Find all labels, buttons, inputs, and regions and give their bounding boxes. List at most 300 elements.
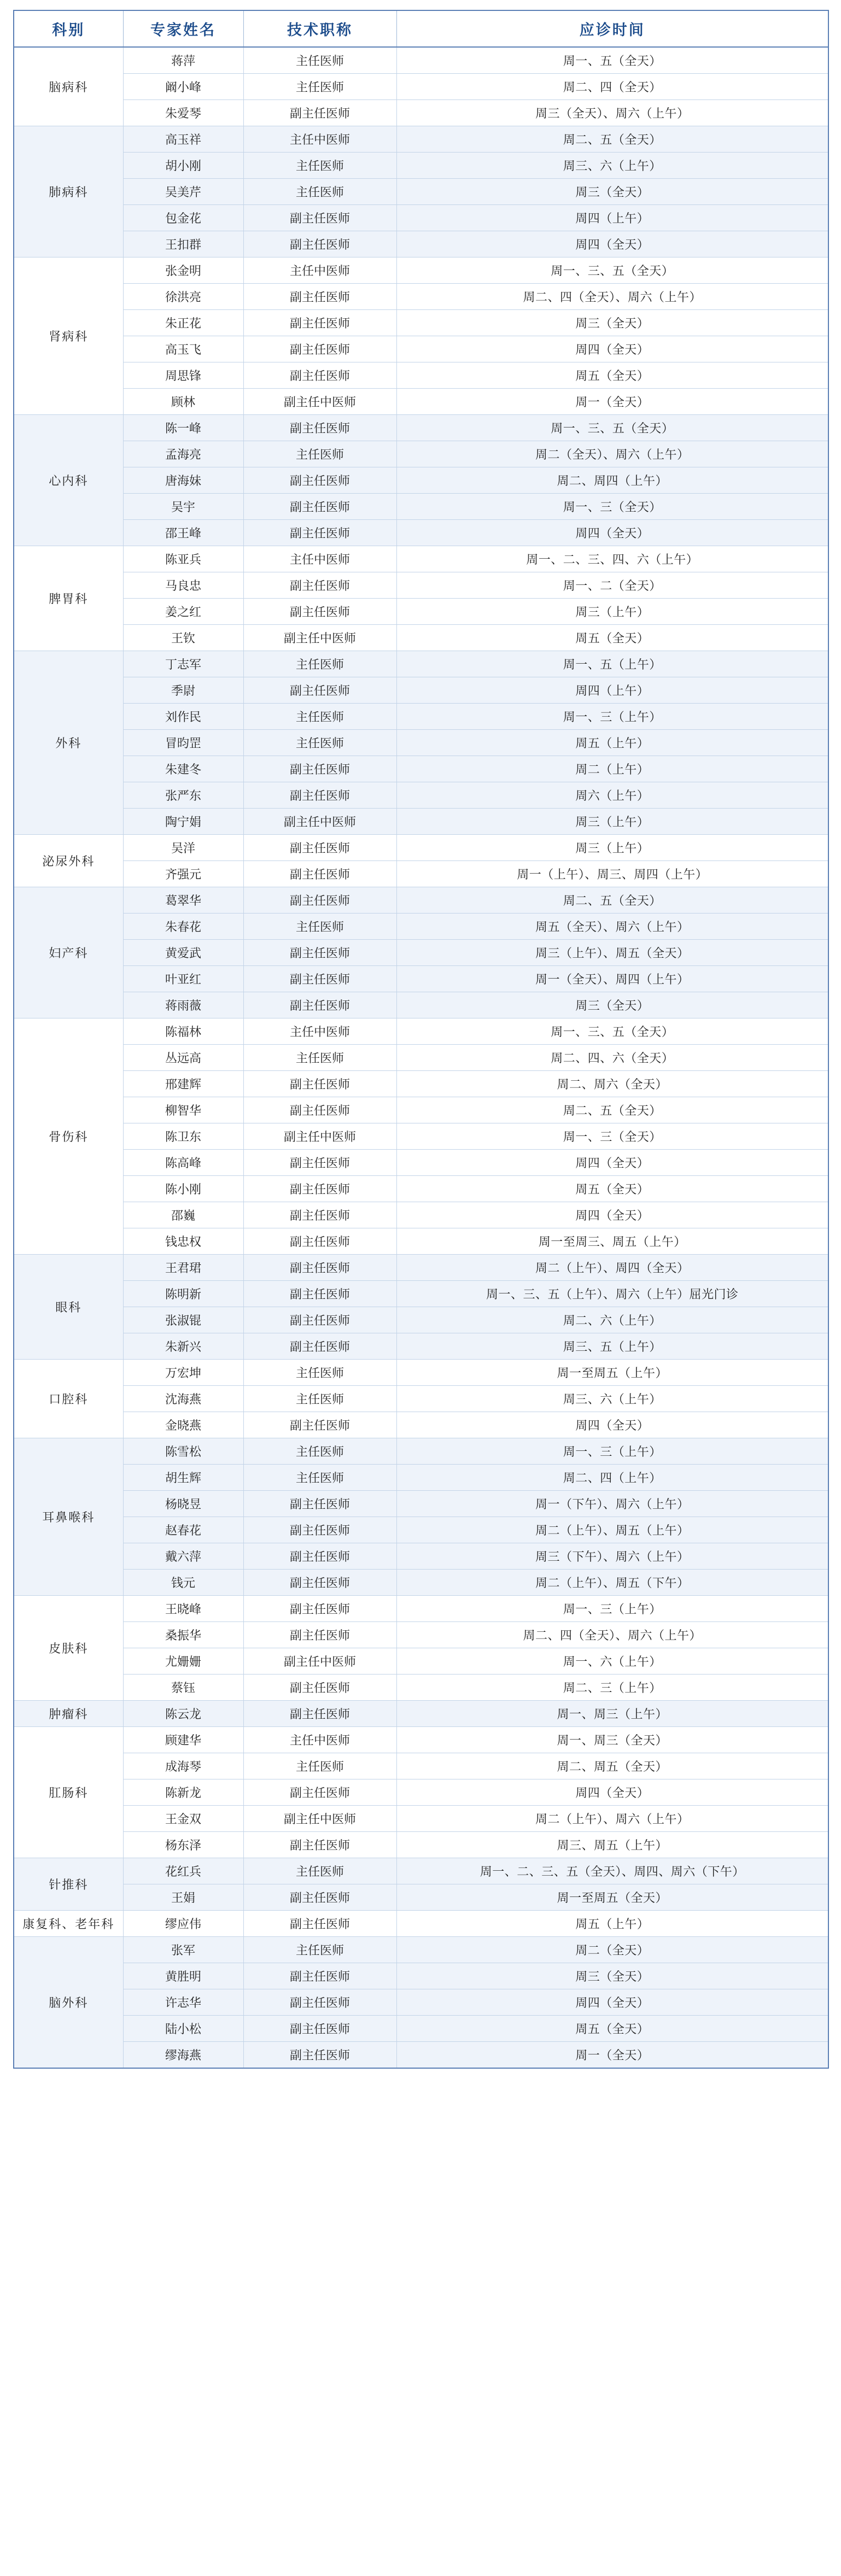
- department-cell: 脑外科: [14, 1937, 123, 2069]
- technical-title-cell: 副主任医师: [243, 1963, 396, 1989]
- table-row: [14, 599, 828, 625]
- technical-title-cell: 副主任医师: [243, 572, 396, 599]
- table-row: [14, 257, 828, 284]
- department-cell: 心内科: [14, 415, 123, 546]
- technical-title-cell: 副主任医师: [243, 1307, 396, 1333]
- consult-time-cell: 周一、三（全天）: [396, 494, 828, 520]
- technical-title-cell: 副主任医师: [243, 1255, 396, 1281]
- expert-name-cell: 丁志军: [123, 651, 243, 677]
- table-row: [14, 1255, 828, 1281]
- technical-title-cell: 主任医师: [243, 1360, 396, 1386]
- department-cell: 针推科: [14, 1858, 123, 1911]
- table-row: [14, 914, 828, 940]
- expert-name-cell: 丛远高: [123, 1045, 243, 1071]
- table-row: [14, 1727, 828, 1753]
- table-row: [14, 940, 828, 966]
- department-cell: 肾病科: [14, 257, 123, 415]
- technical-title-cell: 副主任医师: [243, 1832, 396, 1858]
- consult-time-cell: 周二、四（上午）: [396, 1465, 828, 1491]
- consult-time-cell: 周五（全天）: [396, 1176, 828, 1202]
- table-header: [14, 10, 828, 47]
- consult-time-cell: 周三（全天）: [396, 310, 828, 336]
- table-row: [14, 1045, 828, 1071]
- consult-time-cell: 周一（全天）: [396, 389, 828, 415]
- technical-title-cell: 主任医师: [243, 1753, 396, 1779]
- expert-name-cell: 邵王峰: [123, 520, 243, 546]
- expert-name-cell: 黄爱武: [123, 940, 243, 966]
- consult-time-cell: 周一至周五（上午）: [396, 1360, 828, 1386]
- expert-name-cell: 沈海燕: [123, 1386, 243, 1412]
- expert-name-cell: 杨晓昱: [123, 1491, 243, 1517]
- expert-name-cell: 戴六萍: [123, 1543, 243, 1570]
- expert-name-cell: 杨东泽: [123, 1832, 243, 1858]
- table-row: [14, 1832, 828, 1858]
- table-row: [14, 284, 828, 310]
- technical-title-cell: 副主任医师: [243, 284, 396, 310]
- expert-name-cell: 陶宁娟: [123, 809, 243, 835]
- table-row: [14, 835, 828, 861]
- technical-title-cell: 主任中医师: [243, 1018, 396, 1045]
- department-cell: 肿瘤科: [14, 1701, 123, 1727]
- table-row: [14, 1753, 828, 1779]
- expert-name-cell: 孟海亮: [123, 441, 243, 467]
- technical-title-cell: 副主任医师: [243, 2042, 396, 2069]
- expert-name-cell: 阚小峰: [123, 74, 243, 100]
- expert-name-cell: 邢建辉: [123, 1071, 243, 1097]
- consult-time-cell: 周五（上午）: [396, 730, 828, 756]
- expert-name-cell: 陈一峰: [123, 415, 243, 441]
- consult-time-cell: 周一、二、三、四、六（上午）: [396, 546, 828, 572]
- consult-time-cell: 周二、周六（全天）: [396, 1071, 828, 1097]
- consult-time-cell: 周一、五（上午）: [396, 651, 828, 677]
- consult-time-cell: 周四（全天）: [396, 336, 828, 362]
- table-row: [14, 231, 828, 257]
- consult-time-cell: 周二、四、六（全天）: [396, 1045, 828, 1071]
- consult-time-cell: 周一、三、五（全天）: [396, 415, 828, 441]
- table-row: [14, 730, 828, 756]
- consult-time-cell: 周六（上午）: [396, 782, 828, 809]
- table-row: [14, 520, 828, 546]
- expert-name-cell: 徐洪亮: [123, 284, 243, 310]
- expert-name-cell: 叶亚红: [123, 966, 243, 992]
- table-row: [14, 546, 828, 572]
- expert-name-cell: 胡小刚: [123, 153, 243, 179]
- table-row: [14, 1806, 828, 1832]
- table-row: [14, 1307, 828, 1333]
- department-cell: 耳鼻喉科: [14, 1438, 123, 1596]
- table-row: [14, 74, 828, 100]
- table-row: [14, 1360, 828, 1386]
- technical-title-cell: 主任医师: [243, 179, 396, 205]
- table-row: [14, 756, 828, 782]
- consult-time-cell: 周二（上午）: [396, 756, 828, 782]
- expert-name-cell: 许志华: [123, 1989, 243, 2016]
- technical-title-cell: 副主任医师: [243, 205, 396, 231]
- table-row: [14, 1963, 828, 1989]
- table-row: [14, 153, 828, 179]
- expert-name-cell: 王金双: [123, 1806, 243, 1832]
- technical-title-cell: 副主任医师: [243, 1071, 396, 1097]
- header-technical-title: 技术职称: [243, 10, 396, 47]
- department-cell: 骨伤科: [14, 1018, 123, 1255]
- consult-time-cell: 周一、二（全天）: [396, 572, 828, 599]
- consult-time-cell: 周一（上午）、周三、周四（上午）: [396, 861, 828, 887]
- table-row: [14, 1097, 828, 1123]
- expert-name-cell: 胡生辉: [123, 1465, 243, 1491]
- expert-name-cell: 万宏坤: [123, 1360, 243, 1386]
- consult-time-cell: 周一至周三、周五（上午）: [396, 1228, 828, 1255]
- table-row: [14, 1412, 828, 1438]
- table-row: [14, 47, 828, 74]
- expert-name-cell: 张淑锟: [123, 1307, 243, 1333]
- expert-name-cell: 黄胜明: [123, 1963, 243, 1989]
- consult-time-cell: 周二、周四（上午）: [396, 467, 828, 494]
- expert-name-cell: 桑振华: [123, 1622, 243, 1648]
- table-row: [14, 1570, 828, 1596]
- expert-name-cell: 季尉: [123, 677, 243, 704]
- consult-time-cell: 周一、五（全天）: [396, 47, 828, 74]
- expert-name-cell: 张军: [123, 1937, 243, 1963]
- table-row: [14, 1176, 828, 1202]
- technical-title-cell: 副主任医师: [243, 940, 396, 966]
- expert-name-cell: 吴宇: [123, 494, 243, 520]
- expert-name-cell: 高玉飞: [123, 336, 243, 362]
- consult-time-cell: 周二、周五（全天）: [396, 1753, 828, 1779]
- consult-time-cell: 周一、三、五（上午）、周六（上午）屈光门诊: [396, 1281, 828, 1307]
- table-row: [14, 625, 828, 651]
- consult-time-cell: 周三、周五（上午）: [396, 1832, 828, 1858]
- technical-title-cell: 副主任中医师: [243, 1806, 396, 1832]
- table-row: [14, 992, 828, 1018]
- table-row: [14, 1911, 828, 1937]
- table-row: [14, 1386, 828, 1412]
- table-row: [14, 704, 828, 730]
- consult-time-cell: 周二、四（全天）、周六（上午）: [396, 284, 828, 310]
- expert-name-cell: 王晓峰: [123, 1596, 243, 1622]
- technical-title-cell: 副主任医师: [243, 520, 396, 546]
- technical-title-cell: 主任医师: [243, 1465, 396, 1491]
- expert-name-cell: 钱元: [123, 1570, 243, 1596]
- technical-title-cell: 副主任医师: [243, 467, 396, 494]
- consult-time-cell: 周四（上午）: [396, 205, 828, 231]
- department-cell: 脾胃科: [14, 546, 123, 651]
- table-row: [14, 1281, 828, 1307]
- expert-name-cell: 陆小松: [123, 2016, 243, 2042]
- expert-name-cell: 缪海燕: [123, 2042, 243, 2069]
- consult-time-cell: 周三（下午）、周六（上午）: [396, 1543, 828, 1570]
- technical-title-cell: 副主任医师: [243, 415, 396, 441]
- technical-title-cell: 副主任医师: [243, 494, 396, 520]
- header-row: [14, 10, 828, 47]
- expert-name-cell: 钱忠权: [123, 1228, 243, 1255]
- technical-title-cell: 副主任医师: [243, 1333, 396, 1360]
- technical-title-cell: 主任中医师: [243, 1727, 396, 1753]
- technical-title-cell: 主任医师: [243, 704, 396, 730]
- technical-title-cell: 主任医师: [243, 47, 396, 74]
- consult-time-cell: 周四（全天）: [396, 1412, 828, 1438]
- technical-title-cell: 副主任医师: [243, 992, 396, 1018]
- table-row: [14, 2016, 828, 2042]
- expert-name-cell: 邵巍: [123, 1202, 243, 1228]
- consult-time-cell: 周二、四（全天）、周六（上午）: [396, 1622, 828, 1648]
- consult-time-cell: 周一（下午）、周六（上午）: [396, 1491, 828, 1517]
- technical-title-cell: 副主任医师: [243, 1989, 396, 2016]
- consult-time-cell: 周四（全天）: [396, 520, 828, 546]
- expert-name-cell: 成海琴: [123, 1753, 243, 1779]
- table-row: [14, 1884, 828, 1911]
- expert-name-cell: 王娟: [123, 1884, 243, 1911]
- consult-time-cell: 周二（上午）、周四（全天）: [396, 1255, 828, 1281]
- expert-name-cell: 吴美芹: [123, 179, 243, 205]
- department-cell: 眼科: [14, 1255, 123, 1360]
- consult-time-cell: 周四（全天）: [396, 231, 828, 257]
- consult-time-cell: 周三（上午）: [396, 835, 828, 861]
- consult-time-cell: 周三（上午）: [396, 809, 828, 835]
- technical-title-cell: 副主任医师: [243, 1228, 396, 1255]
- expert-name-cell: 赵春花: [123, 1517, 243, 1543]
- technical-title-cell: 副主任医师: [243, 887, 396, 914]
- table-row: [14, 1123, 828, 1150]
- expert-name-cell: 蒋萍: [123, 47, 243, 74]
- consult-time-cell: 周三、六（上午）: [396, 1386, 828, 1412]
- table-row: [14, 1202, 828, 1228]
- consult-time-cell: 周五（上午）: [396, 1911, 828, 1937]
- consult-time-cell: 周一、周三（上午）: [396, 1701, 828, 1727]
- consult-time-cell: 周一、六（上午）: [396, 1648, 828, 1675]
- table-row: [14, 651, 828, 677]
- technical-title-cell: 副主任中医师: [243, 1648, 396, 1675]
- expert-name-cell: 齐强元: [123, 861, 243, 887]
- table-row: [14, 887, 828, 914]
- consult-time-cell: 周一、周三（全天）: [396, 1727, 828, 1753]
- technical-title-cell: 副主任医师: [243, 835, 396, 861]
- expert-name-cell: 陈雪松: [123, 1438, 243, 1465]
- consult-time-cell: 周二、三（上午）: [396, 1675, 828, 1701]
- table-row: [14, 677, 828, 704]
- table-row: [14, 1648, 828, 1675]
- expert-name-cell: 吴洋: [123, 835, 243, 861]
- consult-time-cell: 周三（上午）: [396, 599, 828, 625]
- consult-time-cell: 周四（全天）: [396, 1989, 828, 2016]
- consult-time-cell: 周二（上午）、周六（上午）: [396, 1806, 828, 1832]
- consult-time-cell: 周二（上午）、周五（下午）: [396, 1570, 828, 1596]
- technical-title-cell: 副主任医师: [243, 1150, 396, 1176]
- consult-time-cell: 周一、三（上午）: [396, 1438, 828, 1465]
- table-row: [14, 389, 828, 415]
- technical-title-cell: 副主任医师: [243, 1281, 396, 1307]
- header-consult-time: 应诊时间: [396, 10, 828, 47]
- table-row: [14, 1018, 828, 1045]
- technical-title-cell: 主任医师: [243, 651, 396, 677]
- expert-name-cell: 朱春花: [123, 914, 243, 940]
- technical-title-cell: 副主任医师: [243, 1884, 396, 1911]
- technical-title-cell: 主任医师: [243, 153, 396, 179]
- technical-title-cell: 副主任医师: [243, 1176, 396, 1202]
- consult-time-cell: 周五（全天）、周六（上午）: [396, 914, 828, 940]
- consult-time-cell: 周二、五（全天）: [396, 1097, 828, 1123]
- table-row: [14, 336, 828, 362]
- technical-title-cell: 主任医师: [243, 1937, 396, 1963]
- technical-title-cell: 副主任医师: [243, 1701, 396, 1727]
- consult-time-cell: 周二、四（全天）: [396, 74, 828, 100]
- table-row: [14, 494, 828, 520]
- technical-title-cell: 主任中医师: [243, 257, 396, 284]
- consult-time-cell: 周二（全天）: [396, 1937, 828, 1963]
- consult-time-cell: 周一（全天）: [396, 2042, 828, 2069]
- technical-title-cell: 副主任医师: [243, 336, 396, 362]
- consult-time-cell: 周一（全天）、周四（上午）: [396, 966, 828, 992]
- table-row: [14, 362, 828, 389]
- table-row: [14, 1517, 828, 1543]
- technical-title-cell: 主任中医师: [243, 546, 396, 572]
- technical-title-cell: 副主任医师: [243, 310, 396, 336]
- table-row: [14, 179, 828, 205]
- expert-name-cell: 顾建华: [123, 1727, 243, 1753]
- technical-title-cell: 副主任医师: [243, 599, 396, 625]
- consult-time-cell: 周一、三、五（全天）: [396, 257, 828, 284]
- expert-name-cell: 王君珺: [123, 1255, 243, 1281]
- technical-title-cell: 副主任医师: [243, 1517, 396, 1543]
- technical-title-cell: 副主任中医师: [243, 625, 396, 651]
- table-row: [14, 441, 828, 467]
- consult-time-cell: 周二、五（全天）: [396, 126, 828, 153]
- technical-title-cell: 主任医师: [243, 1858, 396, 1884]
- expert-name-cell: 王扣群: [123, 231, 243, 257]
- consult-time-cell: 周五（全天）: [396, 2016, 828, 2042]
- technical-title-cell: 副主任医师: [243, 1675, 396, 1701]
- expert-name-cell: 蔡钰: [123, 1675, 243, 1701]
- table-row: [14, 782, 828, 809]
- technical-title-cell: 副主任医师: [243, 1779, 396, 1806]
- consult-time-cell: 周三（全天）、周六（上午）: [396, 100, 828, 126]
- technical-title-cell: 副主任医师: [243, 1491, 396, 1517]
- department-cell: 肛肠科: [14, 1727, 123, 1858]
- table-row: [14, 1491, 828, 1517]
- table-row: [14, 415, 828, 441]
- consult-time-cell: 周五（全天）: [396, 625, 828, 651]
- table-row: [14, 2042, 828, 2069]
- table-row: [14, 1622, 828, 1648]
- table-row: [14, 126, 828, 153]
- table-row: [14, 1989, 828, 2016]
- department-cell: 外科: [14, 651, 123, 835]
- consult-time-cell: 周二、五（全天）: [396, 887, 828, 914]
- table-row: [14, 1333, 828, 1360]
- consult-time-cell: 周三（全天）: [396, 179, 828, 205]
- technical-title-cell: 副主任医师: [243, 231, 396, 257]
- department-cell: 皮肤科: [14, 1596, 123, 1701]
- technical-title-cell: 主任医师: [243, 1438, 396, 1465]
- consult-time-cell: 周四（全天）: [396, 1779, 828, 1806]
- expert-schedule-table: [13, 10, 829, 2069]
- consult-time-cell: 周二（上午）、周五（上午）: [396, 1517, 828, 1543]
- expert-name-cell: 朱新兴: [123, 1333, 243, 1360]
- expert-name-cell: 朱爱琴: [123, 100, 243, 126]
- expert-name-cell: 尤姗姗: [123, 1648, 243, 1675]
- consult-time-cell: 周五（全天）: [396, 362, 828, 389]
- expert-name-cell: 马良忠: [123, 572, 243, 599]
- technical-title-cell: 主任医师: [243, 1386, 396, 1412]
- table-body: [14, 47, 828, 2068]
- consult-time-cell: 周三、五（上午）: [396, 1333, 828, 1360]
- technical-title-cell: 副主任医师: [243, 100, 396, 126]
- expert-name-cell: 花红兵: [123, 1858, 243, 1884]
- expert-name-cell: 周思锋: [123, 362, 243, 389]
- consult-time-cell: 周一、二、三、五（全天）、周四、周六（下午）: [396, 1858, 828, 1884]
- technical-title-cell: 副主任医师: [243, 756, 396, 782]
- technical-title-cell: 副主任中医师: [243, 809, 396, 835]
- expert-name-cell: 陈卫东: [123, 1123, 243, 1150]
- expert-name-cell: 陈亚兵: [123, 546, 243, 572]
- expert-name-cell: 张金明: [123, 257, 243, 284]
- technical-title-cell: 副主任中医师: [243, 389, 396, 415]
- department-cell: 康复科、老年科: [14, 1911, 123, 1937]
- table-row: [14, 310, 828, 336]
- consult-time-cell: 周四（全天）: [396, 1150, 828, 1176]
- consult-time-cell: 周一至周五（全天）: [396, 1884, 828, 1911]
- expert-name-cell: 陈云龙: [123, 1701, 243, 1727]
- technical-title-cell: 主任中医师: [243, 126, 396, 153]
- consult-time-cell: 周二、六（上午）: [396, 1307, 828, 1333]
- technical-title-cell: 副主任医师: [243, 1097, 396, 1123]
- expert-name-cell: 陈明新: [123, 1281, 243, 1307]
- table-row: [14, 1858, 828, 1884]
- technical-title-cell: 主任医师: [243, 1045, 396, 1071]
- expert-name-cell: 陈小刚: [123, 1176, 243, 1202]
- header-department: 科别: [14, 10, 123, 47]
- table-row: [14, 1675, 828, 1701]
- expert-name-cell: 朱建冬: [123, 756, 243, 782]
- consult-time-cell: 周三（全天）: [396, 992, 828, 1018]
- table-row: [14, 467, 828, 494]
- table-row: [14, 1779, 828, 1806]
- consult-time-cell: 周一、三（上午）: [396, 1596, 828, 1622]
- table-row: [14, 1438, 828, 1465]
- table-row: [14, 1228, 828, 1255]
- technical-title-cell: 副主任医师: [243, 1412, 396, 1438]
- consult-time-cell: 周一、三、五（全天）: [396, 1018, 828, 1045]
- consult-time-cell: 周一、三（上午）: [396, 704, 828, 730]
- expert-name-cell: 顾林: [123, 389, 243, 415]
- technical-title-cell: 副主任医师: [243, 1622, 396, 1648]
- expert-name-cell: 金晓燕: [123, 1412, 243, 1438]
- table-row: [14, 966, 828, 992]
- table-row: [14, 100, 828, 126]
- consult-time-cell: 周二（全天）、周六（上午）: [396, 441, 828, 467]
- expert-name-cell: 陈高峰: [123, 1150, 243, 1176]
- expert-name-cell: 王钦: [123, 625, 243, 651]
- technical-title-cell: 副主任医师: [243, 362, 396, 389]
- expert-name-cell: 刘作民: [123, 704, 243, 730]
- table-row: [14, 1465, 828, 1491]
- expert-name-cell: 冒昀罡: [123, 730, 243, 756]
- department-cell: 泌尿外科: [14, 835, 123, 887]
- technical-title-cell: 副主任医师: [243, 1570, 396, 1596]
- expert-name-cell: 张严东: [123, 782, 243, 809]
- department-cell: 脑病科: [14, 47, 123, 126]
- table-row: [14, 205, 828, 231]
- table-row: [14, 1596, 828, 1622]
- department-cell: 妇产科: [14, 887, 123, 1018]
- table-row: [14, 1150, 828, 1176]
- expert-name-cell: 葛翠华: [123, 887, 243, 914]
- technical-title-cell: 主任医师: [243, 441, 396, 467]
- expert-name-cell: 陈新龙: [123, 1779, 243, 1806]
- consult-time-cell: 周三（上午）、周五（全天）: [396, 940, 828, 966]
- department-cell: 肺病科: [14, 126, 123, 257]
- expert-name-cell: 柳智华: [123, 1097, 243, 1123]
- header-expert-name: 专家姓名: [123, 10, 243, 47]
